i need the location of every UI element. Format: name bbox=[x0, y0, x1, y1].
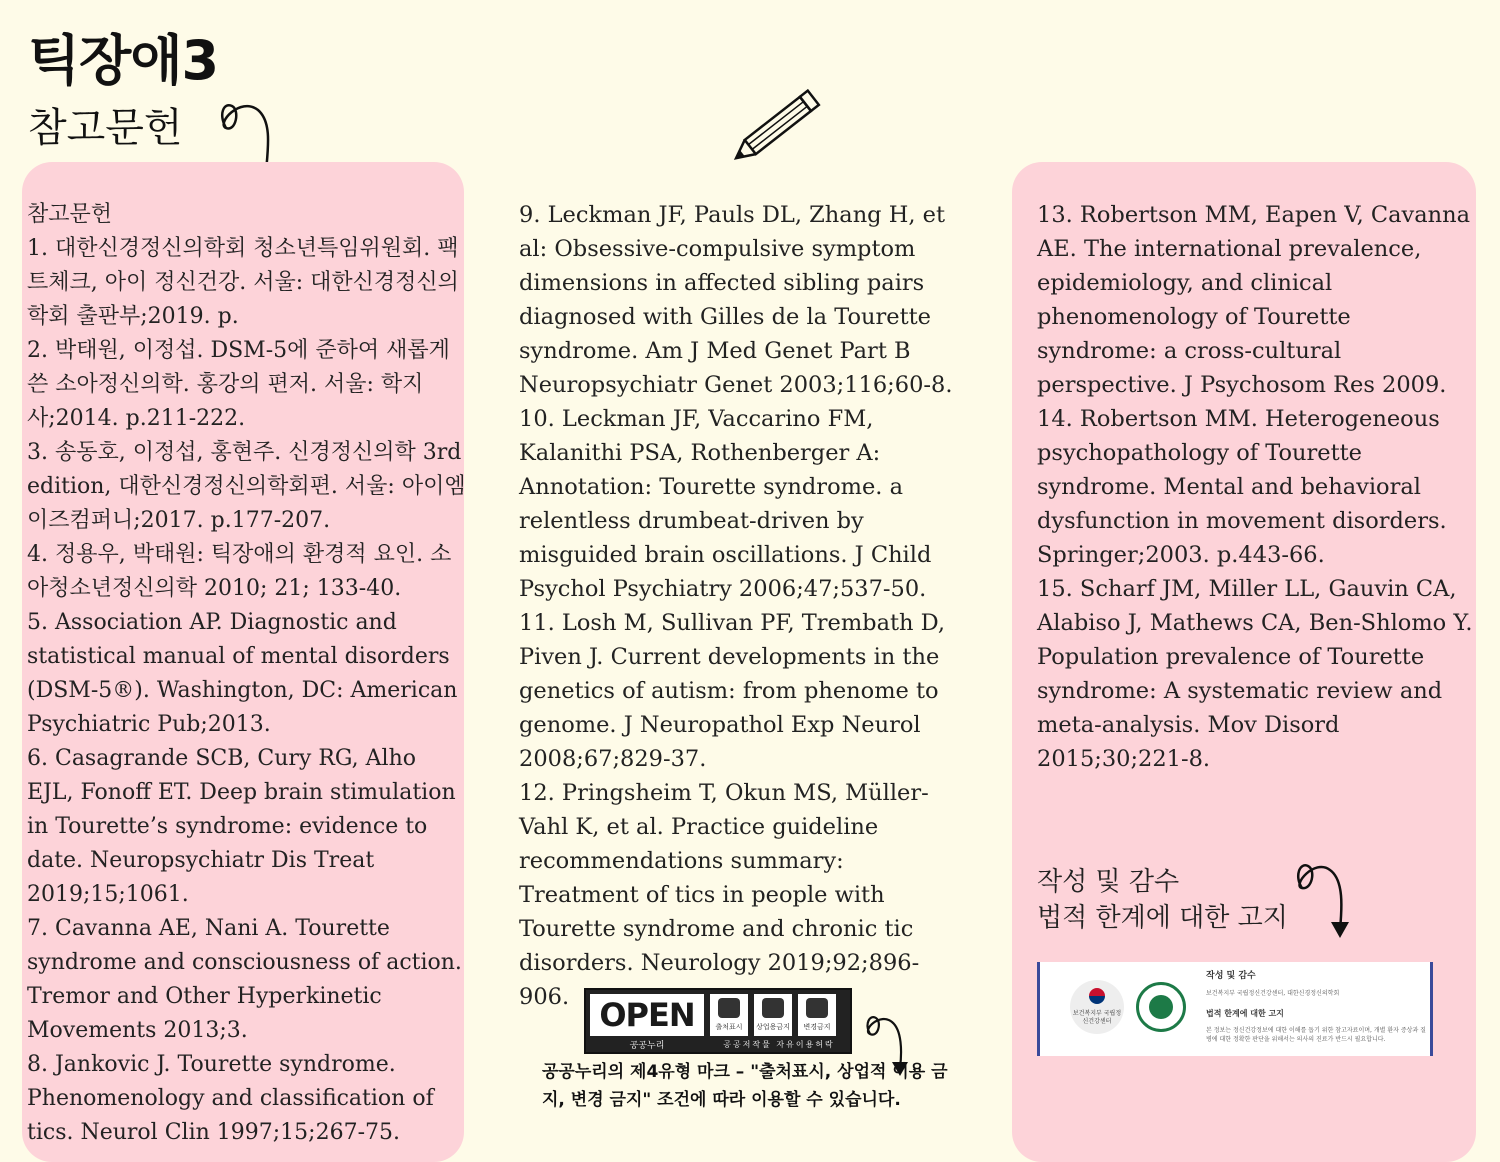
reference-item: 8. Jankovic J. Tourette syndrome. Phenomenology and classification of tics. Neurol Clin 1997;15;267-75. bbox=[27, 1052, 434, 1145]
reference-item: 14. Robertson MM. Heterogeneous psychopathology of Tourette syndrome. Mental and behavioral dysfunction in movement disorders. Springer;2003. p.443-66. bbox=[1037, 406, 1447, 568]
reference-item: 11. Losh M, Sullivan PF, Trembath D, Piven J. Current developments in the genetics of autism: from phenome to genome. J Neuropathol Exp Neurol 2008;67;829-37. bbox=[519, 610, 946, 772]
reference-item: 2. 박태원, 이정섭. DSM-5에 준하여 새롭게 쓴 소아정신의학. 홍강의 편저. 서울: 학지사;2014. p.211-222. bbox=[27, 338, 450, 431]
author-section-title bbox=[1037, 864, 1288, 936]
reference-item: 12. Pringsheim T, Okun MS, Müller-Vahl K, et al. Practice guideline recommendations summary: Treatment of tics in people with Tourette syndrome and chronic tic disorders. Neurology 2019;92;896-906. bbox=[519, 780, 929, 1010]
association-seal-icon bbox=[1136, 982, 1186, 1032]
notice-title: 작성 및 감수 bbox=[1206, 971, 1256, 981]
left-reference-list bbox=[27, 198, 467, 1150]
no-derivatives-icon: 변경금지 bbox=[798, 994, 836, 1036]
open-brand: 공공누리 bbox=[629, 1041, 665, 1051]
notice-legal-title: 법적 한계에 대한 고지 bbox=[1206, 1009, 1284, 1018]
reference-item: 4. 정용우, 박태원: 틱장애의 환경적 요인. 소아청소년정신의학 2010; 21; 133-40. bbox=[27, 542, 452, 601]
reference-item: 6. Casagrande SCB, Cury RG, Alho EJL, Fonoff ET. Deep brain stimulation in Tourette’s syndrome: evidence to date. Neuropsychiatr Dis Treat 2019;15;1061. bbox=[27, 746, 456, 907]
open-logo: OPEN bbox=[590, 994, 704, 1036]
attribution-icon: 출처표시 bbox=[710, 994, 748, 1036]
taegeuk-icon bbox=[1089, 988, 1105, 1004]
ministry-logo: 보건복지부 국립정신건강센터 bbox=[1070, 980, 1124, 1034]
reference-item: 7. Cavanna AE, Nani A. Tourette syndrome and consciousness of action. Tremor and Other Hyperkinetic Movements 2013;3. bbox=[27, 916, 462, 1043]
notice-subtitle: 보건복지부 국립정신건강센터, 대한신경정신의학회 bbox=[1206, 990, 1340, 997]
curly-arrow-icon bbox=[1288, 858, 1358, 942]
right-reference-list bbox=[1037, 198, 1477, 776]
notice-legal-text: 본 정보는 정신건강정보에 대한 이해를 돕기 위한 참고자료이며, 개별 환자 증상과 질병에 대한 정확한 판단을 위해서는 의사의 진료가 반드시 필요합니다. bbox=[1206, 1027, 1426, 1043]
no-commercial-icon: 상업용금지 bbox=[754, 994, 792, 1036]
reference-item: 15. Scharf JM, Miller LL, Gauvin CA, Alabiso J, Mathews CA, Ben-Shlomo Y. Population prevalence of Tourette syndrome: A systematic review and meta-analysis. Mov Disord 2015;30;221-8. bbox=[1037, 576, 1473, 772]
legal-title-line: 법적 한계에 대한 고지 bbox=[1037, 903, 1288, 933]
open-caption: 공공저작물 자유이용허락 bbox=[723, 1040, 835, 1049]
reference-item: 9. Leckman JF, Pauls DL, Zhang H, et al: Obsessive-compulsive symptom dimensions in affected sibling pairs diagnosed with Gilles de la Tourette syndrome. Am J Med Genet Part B Neuropsychiatr Genet 2003;116;60-8. bbox=[519, 202, 953, 398]
kogl-open-badge bbox=[584, 988, 852, 1054]
reference-item: 1. 대한신경정신의학회 청소년특임위원회. 팩트체크, 아이 정신건강. 서울: 대한신경정신의학회 출판부;2019. p. bbox=[27, 236, 459, 329]
pencil-icon bbox=[728, 78, 834, 168]
reference-item: 5. Association AP. Diagnostic and statistical manual of mental disorders (DSM-5®). Washington, DC: American Psychiatric Pub;2013. bbox=[27, 610, 458, 737]
author-title-line: 작성 및 감수 bbox=[1037, 867, 1180, 897]
license-note: 공공누리의 제4유형 마크 – "출처표시, 상업적 이용 금지, 변경 금지" 조건에 따라 이용할 수 있습니다. bbox=[542, 1062, 948, 1110]
reference-item: 10. Leckman JF, Vaccarino FM, Kalanithi PSA, Rothenberger A: Annotation: Tourette syndrome. a relentless drumbeat-driven by misguided brain oscillations. J Child Psychol Psychiatry 2006;47;537-50. bbox=[519, 406, 932, 602]
page-subtitle: 참고문헌 bbox=[28, 105, 183, 151]
middle-reference-list bbox=[519, 198, 964, 1014]
reference-item: 13. Robertson MM, Eapen V, Cavanna AE. The international prevalence, epidemiology, and clinical phenomenology of Tourette syndrome: a cross-cultural perspective. J Psychosom Res 2009. bbox=[1037, 202, 1471, 398]
authorship-notice-image bbox=[1037, 962, 1433, 1056]
page-title: 틱장애3 bbox=[28, 29, 219, 92]
reference-heading: 참고문헌 bbox=[27, 202, 113, 227]
reference-item: 3. 송동호, 이정섭, 홍현주. 신경정신의학 3rd edition, 대한신경정신의학회편. 서울: 아이엠이즈컴퍼니;2017. p.177-207. bbox=[27, 440, 466, 533]
